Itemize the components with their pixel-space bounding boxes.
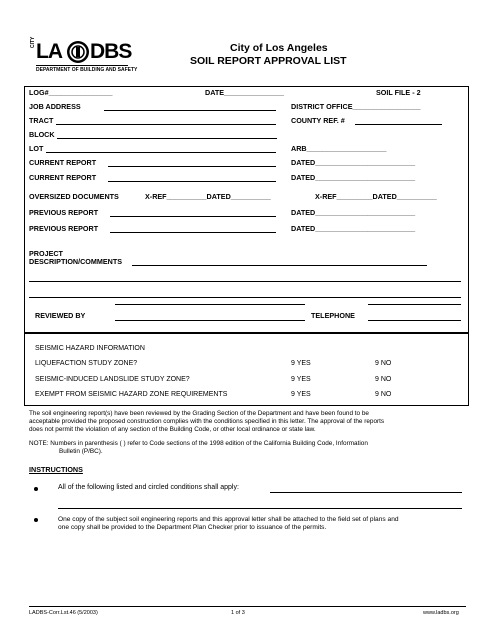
ladbs-logo	[30, 36, 138, 76]
form-id: LADBS-Corr.Lst.46 (5/2003)	[29, 610, 98, 616]
website-link[interactable]: www.ladbs.org	[423, 610, 459, 616]
condition-line[interactable]	[270, 492, 462, 493]
previous-report-label-1: PREVIOUS REPORT	[29, 208, 99, 217]
condition-line[interactable]	[58, 508, 462, 509]
seismic-row-label: EXEMPT FROM SEISMIC HAZARD ZONE REQUIREMENTS	[35, 391, 228, 398]
dated-field-4[interactable]: DATED_________________________	[291, 224, 416, 233]
telephone-line[interactable]	[368, 320, 461, 321]
title-city: City of Los Angeles	[230, 42, 328, 54]
approval-paragraph-line: does not permit the violation of any section of the Building Code, or other local ordinance or state law.	[29, 426, 316, 433]
current-report-line-1[interactable]	[108, 166, 276, 167]
yes-checkbox-option[interactable]: 9 YES	[291, 360, 311, 367]
page-title: SOIL REPORT APPROVAL LIST	[190, 55, 347, 67]
no-checkbox-option[interactable]: 9 NO	[375, 376, 392, 383]
city-seal-icon	[66, 40, 90, 64]
description-label: DESCRIPTION/COMMENTS	[29, 257, 123, 266]
reviewed-by-label: REVIEWED BY	[35, 311, 86, 320]
logo-dept-text: DEPARTMENT OF BUILDING AND SAFETY	[36, 67, 138, 73]
oversized-documents-label: OVERSIZED DOCUMENTS	[29, 192, 119, 201]
previous-report-line-2[interactable]	[110, 232, 276, 233]
previous-report-label-2: PREVIOUS REPORT	[29, 224, 99, 233]
telephone-line-top[interactable]	[368, 304, 461, 305]
dated-field-1[interactable]: DATED_________________________	[291, 158, 416, 167]
project-label: PROJECT	[29, 249, 63, 258]
bullet-icon	[34, 487, 38, 491]
dated-field-3[interactable]: DATED_________________________	[291, 208, 416, 217]
no-checkbox-option[interactable]: 9 NO	[375, 360, 392, 367]
description-line-1[interactable]	[132, 265, 427, 266]
current-report-label-1: CURRENT REPORT	[29, 158, 97, 167]
log-field[interactable]: LOG#________________	[29, 88, 113, 97]
instruction-item: one copy shall be provided to the Department Plan Checker prior to issuance of the permits.	[58, 524, 327, 531]
instructions-heading: INSTRUCTIONS	[29, 465, 83, 474]
district-office-field[interactable]: DISTRICT OFFICE_________________	[291, 102, 421, 111]
current-report-line-2[interactable]	[108, 181, 276, 182]
yes-checkbox-option[interactable]: 9 YES	[291, 376, 311, 383]
reviewer-signature-line[interactable]	[115, 304, 305, 305]
no-checkbox-option[interactable]: 9 NO	[375, 391, 392, 398]
seismic-row-label: LIQUEFACTION STUDY ZONE?	[35, 360, 138, 367]
previous-report-line-1[interactable]	[110, 216, 276, 217]
seismic-row-label: SEISMIC-INDUCED LANDSLIDE STUDY ZONE?	[35, 376, 190, 383]
tract-label: TRACT	[29, 116, 54, 125]
soil-file-label: SOIL FILE - 2	[376, 88, 421, 97]
lot-label: LOT	[29, 144, 44, 153]
telephone-label: TELEPHONE	[311, 311, 355, 320]
yes-checkbox-option[interactable]: 9 YES	[291, 391, 311, 398]
job-address-label: JOB ADDRESS	[29, 102, 81, 111]
lot-line[interactable]	[46, 152, 276, 153]
approval-paragraph-line: acceptable provided the proposed construction complies with the conditions specified in this letter. The approval of the reports	[29, 418, 385, 425]
footer-divider	[29, 606, 466, 607]
description-line-3[interactable]	[29, 297, 461, 298]
arb-field[interactable]: ARB____________________	[291, 144, 387, 153]
block-label: BLOCK	[29, 130, 55, 139]
description-line-2[interactable]	[29, 281, 461, 282]
logo-dbs-text: DBS	[90, 40, 132, 63]
bullet-icon	[34, 518, 38, 522]
logo-city-text: CITY	[30, 36, 36, 48]
block-line[interactable]	[57, 138, 277, 139]
condition-item: All of the following listed and circled conditions shall apply:	[58, 484, 239, 491]
job-address-line[interactable]	[104, 110, 276, 111]
dated-field-2[interactable]: DATED_________________________	[291, 173, 416, 182]
date-field[interactable]: DATE_______________	[205, 88, 284, 97]
county-ref-line[interactable]	[355, 124, 442, 125]
county-ref-label: COUNTY REF. #	[291, 116, 345, 125]
current-report-label-2: CURRENT REPORT	[29, 173, 97, 182]
note-line: Bulletin (P/BC).	[59, 448, 103, 455]
instruction-item: One copy of the subject soil engineering reports and this approval letter shall be attached to the field set of plans and	[58, 516, 399, 523]
page-number: 1 of 3	[231, 610, 245, 616]
xref-field-2[interactable]: X-REF_________DATED__________	[315, 192, 437, 201]
seismic-heading: SEISMIC HAZARD INFORMATION	[35, 345, 145, 352]
approval-paragraph-line: The soil engineering report(s) have been reviewed by the Grading Section of the Department and have been found to be	[29, 410, 369, 417]
logo-la-text: LA	[36, 40, 62, 63]
xref-field-1[interactable]: X-REF__________DATED__________	[145, 192, 271, 201]
note-line: NOTE: Numbers in parenthesis ( ) refer to Code sections of the 1998 edition of the California Building Code, Information	[29, 440, 368, 447]
reviewed-by-line[interactable]	[115, 320, 305, 321]
tract-line[interactable]	[56, 124, 276, 125]
